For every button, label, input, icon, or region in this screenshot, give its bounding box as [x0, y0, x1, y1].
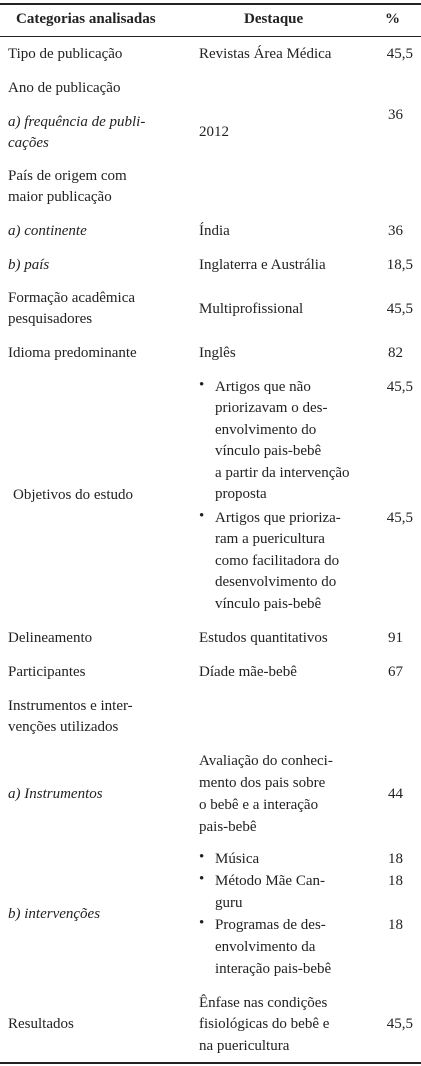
cat-idioma: Idioma predominante [8, 345, 137, 361]
pct-intervencoes-1: 18 [388, 851, 403, 867]
dest-formacao: Multiprofissional [199, 301, 304, 317]
pct-formacao: 45,5 [386, 301, 413, 317]
dest-instrumentos-line: mento dos pais sobre [199, 775, 326, 791]
dest-instrumentos-line: pais-bebê [199, 819, 257, 835]
interv-b2-line: guru [215, 895, 243, 911]
dest-instrumentos-line: Avaliação do conheci- [199, 753, 333, 769]
pct-intervencoes-3: 18 [388, 917, 403, 933]
obj-b2-line: desenvolvimento do [215, 574, 337, 590]
cat-delineamento: Delineamento [8, 630, 93, 646]
dest-resultados-line: fisiológicas do bebê e [199, 1016, 330, 1032]
pct-objetivos-1: 45,5 [386, 379, 413, 395]
obj-b1-line: proposta [215, 486, 267, 502]
pct-objetivos-2: 45,5 [386, 510, 413, 526]
header-percent: % [385, 11, 400, 27]
cat-participantes: Participantes [8, 664, 86, 680]
bullet-icon: • [199, 849, 205, 865]
obj-b2-line: como facilitadora do [215, 553, 340, 569]
interv-b1-line: Música [215, 851, 260, 867]
bullet-icon: • [199, 377, 205, 393]
obj-b2-line: vínculo pais-bebê [215, 596, 322, 612]
top-rule [0, 3, 421, 5]
dest-continente: Índia [199, 223, 230, 239]
header-categories: Categorias analisadas [16, 11, 156, 27]
cat-intervencoes: b) intervenções [8, 906, 101, 922]
cat-freq-2: cações [8, 135, 49, 151]
dest-tipo: Revistas Área Médica [199, 46, 332, 62]
dest-participantes: Díade mãe-bebê [199, 664, 297, 680]
obj-b1-line: Artigos que não [215, 379, 311, 395]
cat-ano: Ano de publicação [8, 80, 121, 96]
interv-b3-line: Programas de des- [215, 917, 326, 933]
cat-pais: b) país [8, 257, 50, 273]
bullet-icon: • [199, 871, 205, 887]
dest-instrumentos-line: o bebê e a interação [199, 797, 319, 813]
pct-tipo: 45,5 [386, 46, 413, 62]
pct-idioma: 82 [388, 345, 403, 361]
cat-tipo: Tipo de publicação [8, 46, 123, 62]
interv-b3-line: interação pais-bebê [215, 961, 332, 977]
cat-continente: a) continente [8, 223, 87, 239]
dest-idioma: Inglês [199, 345, 236, 361]
pct-participantes: 67 [388, 664, 403, 680]
pct-freq: 36 [388, 107, 403, 123]
dest-freq: 2012 [199, 124, 229, 140]
pct-instrumentos: 44 [388, 786, 403, 802]
cat-formacao-1: Formação acadêmica [8, 290, 136, 306]
pct-delineamento: 91 [388, 630, 403, 646]
bullet-icon: • [199, 508, 205, 524]
header-highlight: Destaque [244, 11, 304, 27]
obj-b1-line: priorizavam o des- [215, 400, 328, 416]
obj-b1-line: vínculo pais-bebê [215, 443, 322, 459]
cat-instrumentos: a) Instrumentos [8, 786, 103, 802]
bullet-icon: • [199, 915, 205, 931]
cat-formacao-2: pesquisadores [8, 311, 93, 327]
pct-resultados: 45,5 [386, 1016, 413, 1032]
dest-pais: Inglaterra e Austrália [199, 257, 326, 273]
cat-instr-interv-1: Instrumentos e inter- [8, 698, 133, 714]
obj-b2-line: ram a puericultura [215, 531, 325, 547]
pct-intervencoes-2: 18 [388, 873, 403, 889]
cat-freq-1: a) frequência de publi- [8, 114, 146, 130]
dest-delineamento: Estudos quantitativos [199, 630, 328, 646]
cat-resultados: Resultados [8, 1016, 74, 1032]
pct-continente: 36 [388, 223, 403, 239]
cat-instr-interv-2: venções utilizados [8, 719, 119, 735]
dest-resultados-line: Ênfase nas condições [199, 995, 328, 1011]
obj-b2-line: Artigos que prioriza- [215, 510, 341, 526]
obj-b1-line: envolvimento do [215, 422, 317, 438]
cat-objetivos: Objetivos do estudo [13, 487, 133, 503]
header-rule [0, 36, 421, 37]
cat-pais-origem-2: maior publicação [8, 189, 112, 205]
interv-b2-line: Método Mãe Can- [215, 873, 325, 889]
dest-resultados-line: na puericultura [199, 1038, 290, 1054]
bottom-rule [0, 1062, 421, 1064]
pct-pais: 18,5 [386, 257, 413, 273]
obj-b1-line: a partir da intervenção [215, 465, 350, 481]
cat-pais-origem-1: País de origem com [8, 168, 127, 184]
interv-b3-line: envolvimento da [215, 939, 316, 955]
